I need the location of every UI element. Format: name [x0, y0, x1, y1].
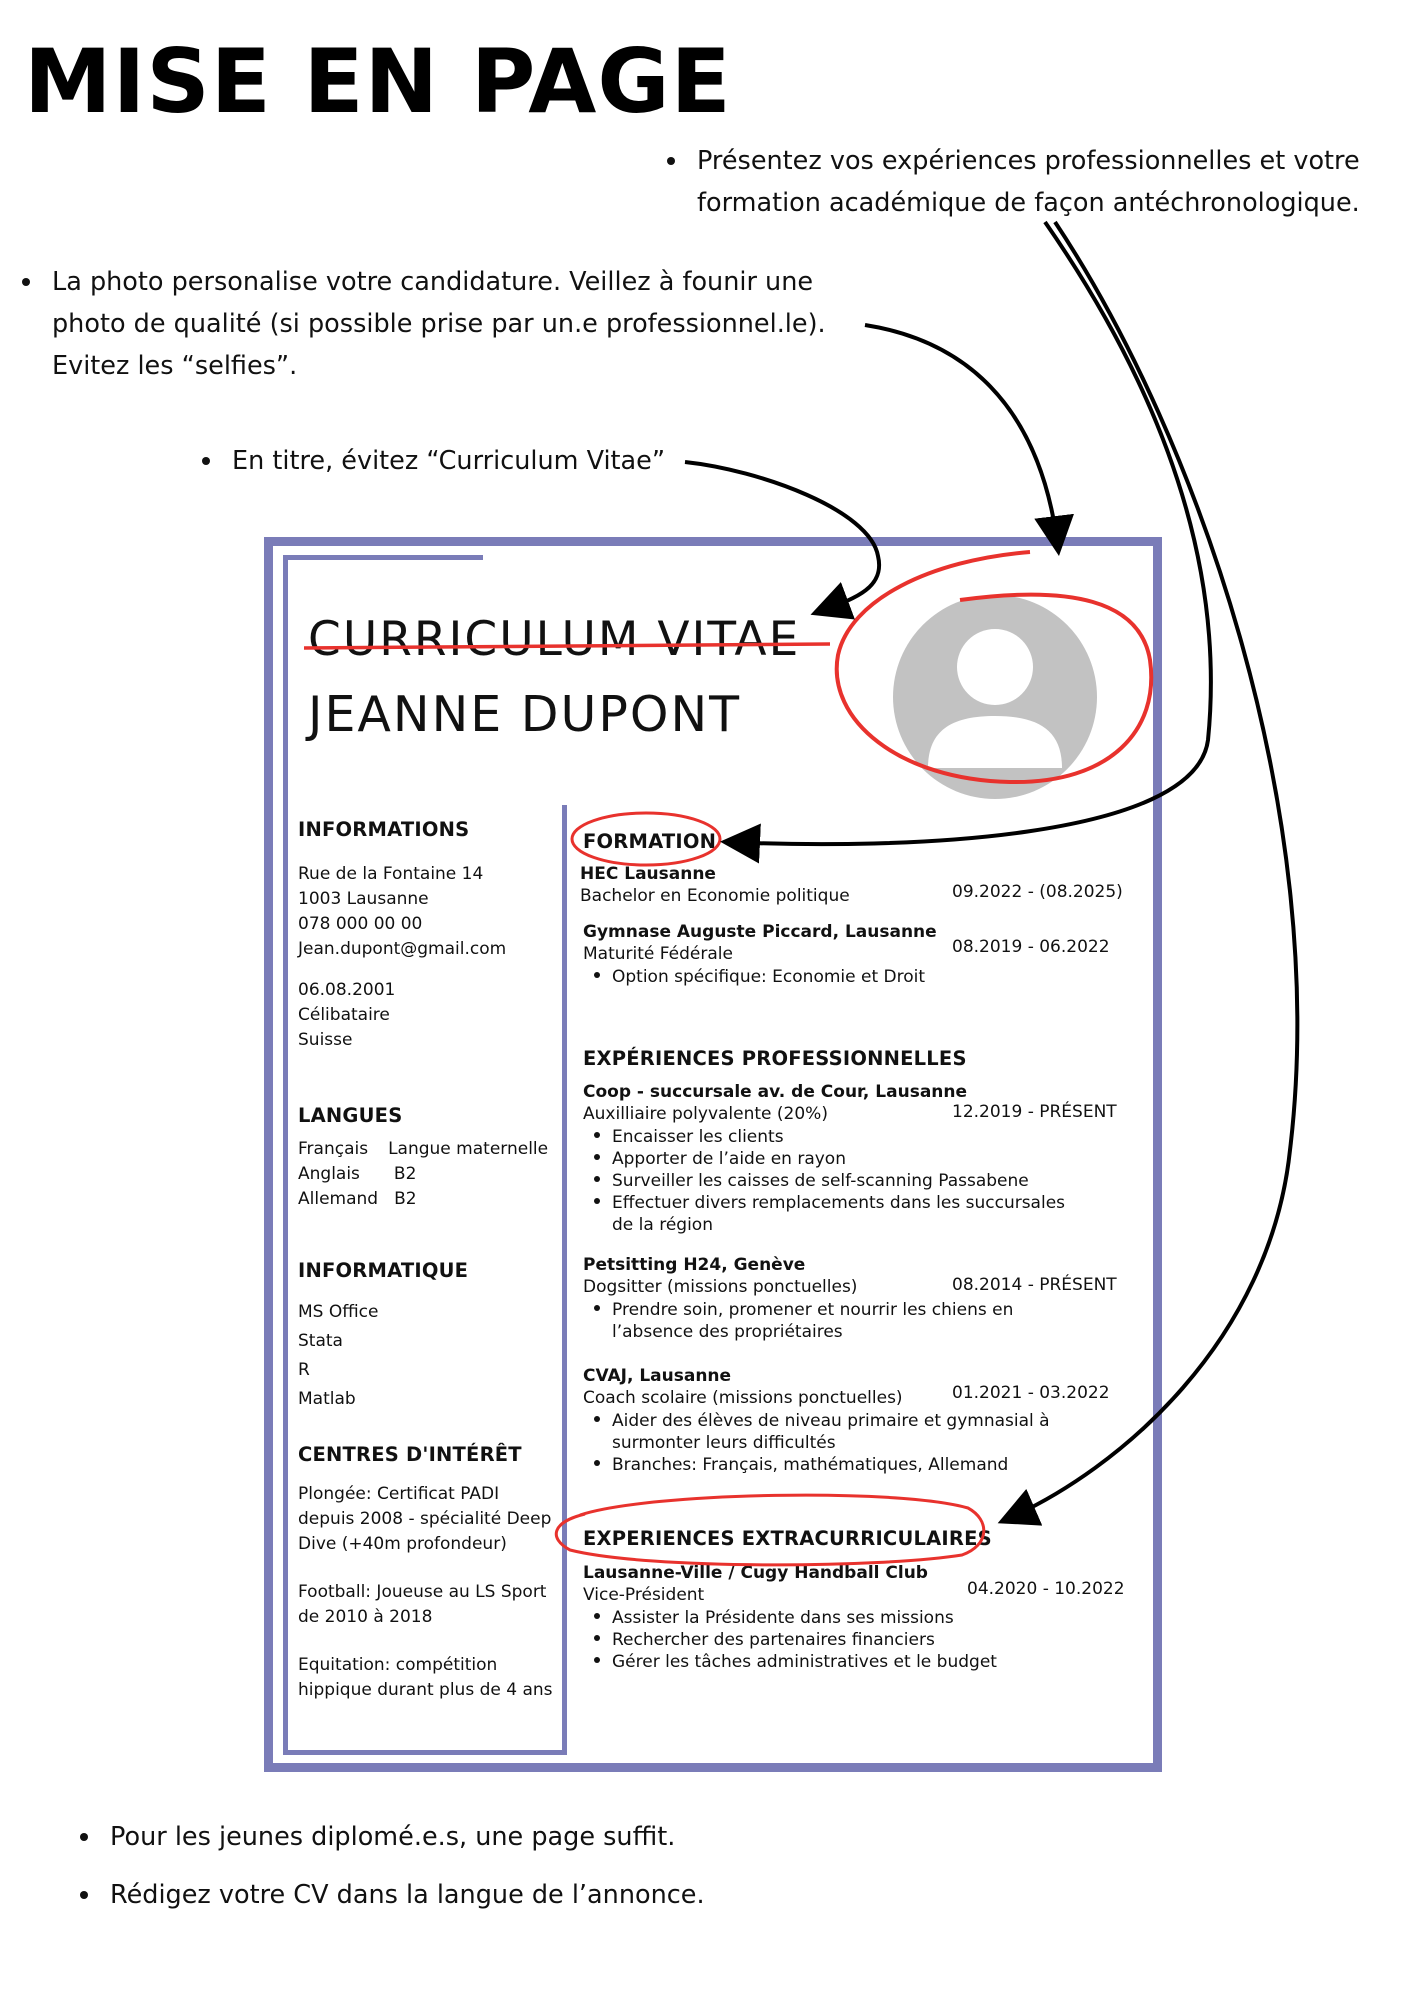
entry-role: Coach scolaire (missions ponctuelles): [583, 1388, 903, 1408]
entry-bullet-continuation: surmonter leurs difficultés: [612, 1433, 836, 1453]
entry-bullet-continuation: de la région: [612, 1215, 713, 1235]
tip-line: Evitez les “selfies”.: [52, 351, 298, 381]
entry-date: 09.2022 - (08.2025): [952, 882, 1123, 902]
informatique-item: R: [298, 1360, 310, 1380]
entry-role: Maturité Fédérale: [583, 944, 733, 964]
info-line: 078 000 00 00: [298, 914, 423, 934]
entry-bullet: Surveiller les caisses de self-scanning Passabene: [594, 1170, 1065, 1192]
interet-line: Football: Joueuse au LS Sport: [298, 1582, 547, 1602]
entry-role: Bachelor en Economie politique: [580, 886, 850, 906]
entry-bullet: Option spécifique: Economie et Droit: [594, 966, 925, 988]
entry-bullet-continuation: l’absence des propriétaires: [612, 1322, 843, 1342]
langue-name: Français: [298, 1139, 369, 1159]
heading-informatique: INFORMATIQUE: [298, 1259, 469, 1282]
langue-level: B2: [393, 1164, 417, 1184]
entry-org: Lausanne-Ville / Cugy Handball Club: [583, 1563, 928, 1583]
info-line: Jean.dupont@gmail.com: [298, 939, 507, 959]
heading-extracurriculaires: EXPERIENCES EXTRACURRICULAIRES: [583, 1527, 992, 1550]
langue-level: B2: [394, 1189, 417, 1209]
entry-org: Gymnase Auguste Piccard, Lausanne: [583, 922, 937, 942]
entry-bullet: Rechercher des partenaires financiers: [594, 1629, 997, 1651]
entry-bullet: Effectuer divers remplacements dans les succursales: [594, 1192, 1065, 1214]
entry-date: 12.2019 - PRÉSENT: [952, 1102, 1117, 1122]
tip-line: Rédigez votre CV dans la langue de l’annonce.: [110, 1880, 705, 1910]
entry-date: 04.2020 - 10.2022: [967, 1579, 1125, 1599]
cv-name: JEANNE DUPONT: [308, 686, 742, 743]
informatique-item: Matlab: [298, 1389, 356, 1409]
entry-role: Dogsitter (missions ponctuelles): [583, 1277, 858, 1297]
page-title: MISE EN PAGE: [24, 30, 732, 133]
formation-circle-mark: [572, 813, 720, 865]
heading-experiences: EXPÉRIENCES PROFESSIONNELLES: [583, 1047, 967, 1070]
entry-bullet: Assister la Présidente dans ses missions: [594, 1607, 997, 1629]
langue-name: Anglais: [298, 1164, 360, 1184]
cv-old-title: CURRICULUM VITAE: [308, 612, 801, 667]
arrow-title: [685, 462, 879, 612]
arrow-photo: [865, 325, 1058, 548]
tip-line: formation académique de façon antéchronologique.: [697, 188, 1360, 218]
info-line: Célibataire: [298, 1005, 390, 1025]
entry-org: Coop - succursale av. de Cour, Lausanne: [583, 1082, 968, 1102]
entry-bullet: Branches: Français, mathématiques, Allemand: [594, 1454, 1050, 1476]
tip-line: photo de qualité (si possible prise par un.e professionnel.le).: [52, 309, 826, 339]
interet-line: Plongée: Certificat PADI: [298, 1484, 500, 1504]
heading-formation: FORMATION: [583, 830, 717, 853]
interet-line: depuis 2008 - spécialité Deep: [298, 1509, 552, 1529]
entry-bullet: Prendre soin, promener et nourrir les chiens en: [594, 1299, 1013, 1321]
entry-bullet: Gérer les tâches administratives et le budget: [594, 1651, 997, 1673]
tip-line: En titre, évitez “Curriculum Vitae”: [232, 446, 666, 476]
extra-circle-mark: [556, 1495, 984, 1565]
info-line: Suisse: [298, 1030, 353, 1050]
entry-date: 08.2014 - PRÉSENT: [952, 1275, 1117, 1295]
tip-line: Pour les jeunes diplomé.e.s, une page suffit.: [110, 1822, 676, 1852]
info-line: 06.08.2001: [298, 980, 396, 1000]
interet-line: Equitation: compétition: [298, 1655, 498, 1675]
langue-name: Allemand: [298, 1189, 379, 1209]
interet-line: de 2010 à 2018: [298, 1607, 433, 1627]
heading-langues: LANGUES: [298, 1104, 403, 1127]
entry-date: 08.2019 - 06.2022: [952, 937, 1110, 957]
langue-level: Langue maternelle: [388, 1139, 549, 1159]
arrow-extra: [1005, 222, 1297, 1520]
informatique-item: Stata: [298, 1331, 343, 1351]
entry-bullet: Apporter de l’aide en rayon: [594, 1148, 1065, 1170]
entry-org: Petsitting H24, Genève: [583, 1255, 806, 1275]
interet-line: Dive (+40m profondeur): [298, 1534, 507, 1554]
strikethrough-mark: [304, 644, 830, 648]
entry-role: Auxilliaire polyvalente (20%): [583, 1104, 828, 1124]
tip-line: Présentez vos expériences professionnelles et votre: [697, 146, 1360, 176]
heading-informations: INFORMATIONS: [298, 818, 470, 841]
info-line: 1003 Lausanne: [298, 889, 429, 909]
informatique-item: MS Office: [298, 1302, 379, 1322]
entry-date: 01.2021 - 03.2022: [952, 1383, 1110, 1403]
entry-bullet: Aider des élèves de niveau primaire et gymnasial à: [594, 1410, 1050, 1432]
tip-line: La photo personalise votre candidature. Veillez à founir une: [52, 267, 814, 297]
info-line: Rue de la Fontaine 14: [298, 864, 484, 884]
entry-role: Vice-Président: [583, 1585, 705, 1605]
photo-circle-mark: [837, 552, 1152, 782]
entry-org: HEC Lausanne: [580, 864, 716, 884]
heading-interets: CENTRES D'INTÉRÊT: [298, 1443, 522, 1466]
arrow-formation: [728, 222, 1211, 844]
entry-bullet: Encaisser les clients: [594, 1126, 1065, 1148]
entry-org: CVAJ, Lausanne: [583, 1366, 732, 1386]
interet-line: hippique durant plus de 4 ans: [298, 1680, 553, 1700]
